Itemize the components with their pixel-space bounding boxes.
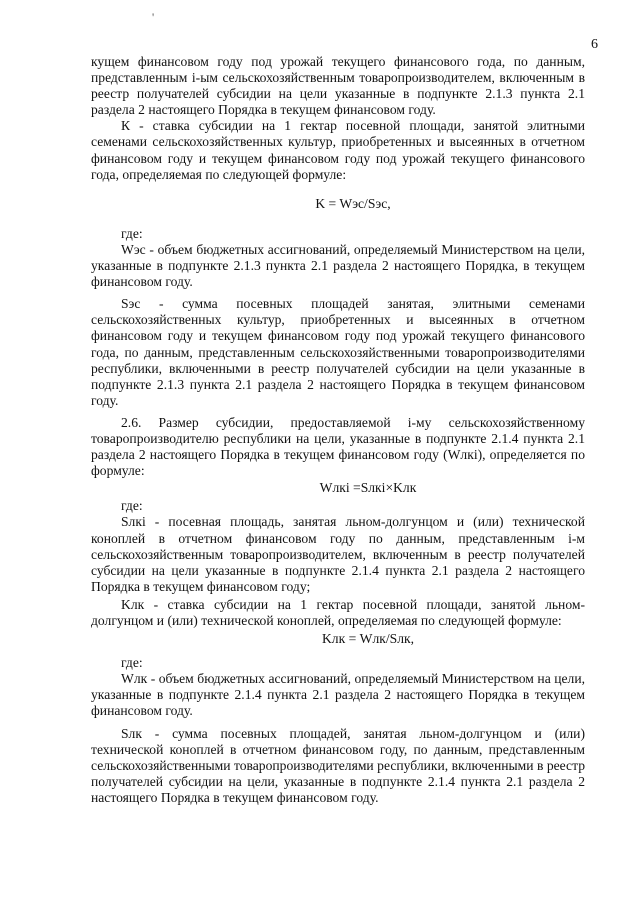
formula-w-lki: Wлкi =Sлкi×Kлк [319, 480, 417, 496]
document-body [91, 54, 585, 806]
scan-mark: ' [152, 10, 155, 24]
page-number: 6 [591, 37, 598, 52]
where-label-1: где: [121, 225, 143, 241]
formula-k-lk: Kлк = Wлк/Sлк, [321, 631, 414, 647]
paragraph-w-es: Wэс - объем бюджетных ассигнований, определяемый Министерством на цели, указанные в подпункте 2.1.3 пункта 2.1 раздела 2 настоящего Порядка, в текущем финансовом году. [91, 241, 585, 290]
paragraph-s-lki: Sлкi - посевная площадь, занятая льном-долгунцом и (или) технической коноплей в отчетном финансовом году по данным, представленным i-м сельскохозяйственным товаропроизводителем, включенным в реестр получателей субсидии на цели указанные в подпункте 2.1.4 пункта 2.1 раздела 2 настоящего Порядка в текущем финансовом году; [91, 514, 585, 594]
paragraph-s-es: Sэс - сумма посевных площадей занятая, элитными семенами сельскохозяйственных культур, приобретенных и высеянных в отчетном финансовом году и текущем финансовом году под урожай текущего финансового года, по данным, представленным сельскохозяйственными товаропроизводителями республики, включенными в реестр получателей субсидии на цели указанные в подпункте 2.1.3 пункта 2.1 раздела 2 настоящего Порядка в текущем финансовом году. [91, 296, 585, 408]
paragraph-w-lk: Wлк - объем бюджетных ассигнований, определяемый Министерством на цели, указанные в подпункте 2.1.4 пункта 2.1 раздела 2 настоящего Порядка в текущем финансовом году. [91, 671, 585, 719]
paragraph-s-lk: Sлк - сумма посевных площадей, занятая льном-долгунцом и (или) технической коноплей в отчетном финансовом году, по данным, представленным сельскохозяйственными товаропроизводителями республики, включенными в реестр получателей субсидии на цели, указанные в подпункте 2.1.4 пункта 2.1 раздела 2 настоящего Порядка в текущем финансовом году. [91, 725, 585, 805]
paragraph-2-6: 2.6. Размер субсидии, предоставляемой i-му сельскохозяйственному товаропроизводителю республики на цели, указанные в подпункте 2.1.4 пункта 2.1 раздела 2 настоящего Порядка в текущем финансовом году (Wлкi), определяется по формуле: [91, 414, 585, 479]
where-label-3: где: [121, 655, 143, 671]
paragraph-rate-k: К - ставка субсидии на 1 гектар посевной площади, занятой элитными семенами сельскохозяйственных культур, приобретенных и высеянных в отчетном финансовом году и текущем финансовом году под урожай текущего финансового года, определяемая по следующей формуле: [91, 118, 585, 182]
paragraph-continuation: кущем финансовом году под урожай текущего финансового года, по данным, представленным i-ым сельскохозяйственным товаропроизводителем, включенным в реестр получателей субсидии на цели указанные в подпункте 2.1.3 пункта 2.1 раздела 2 настоящего Порядка в текущем финансовом году. [91, 54, 585, 118]
where-label-2: где: [121, 498, 143, 514]
formula-k: K = Wэс/Sэс, [315, 195, 391, 211]
paragraph-k-lk: Kлк - ставка субсидии на 1 гектар посевной площади, занятой льном-долгунцом и (или) технической коноплей, определяемая по следующей формуле: [91, 596, 585, 628]
